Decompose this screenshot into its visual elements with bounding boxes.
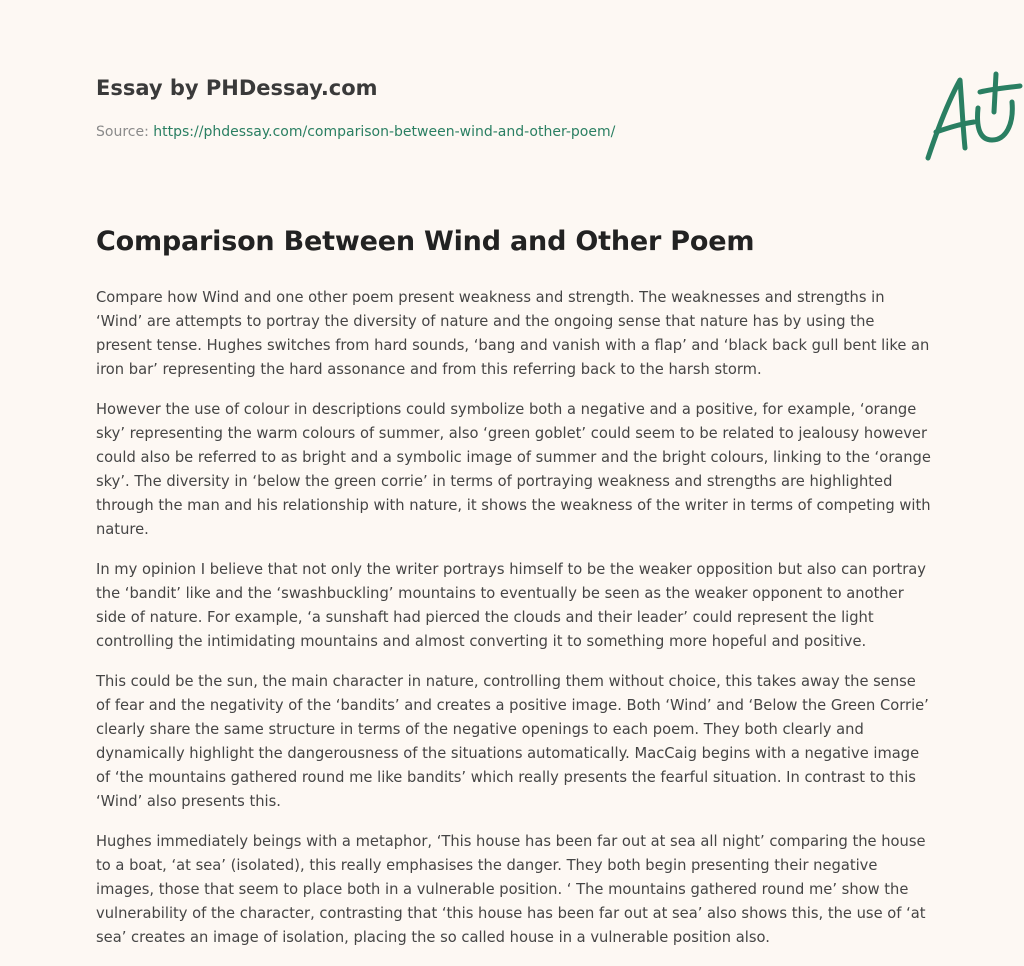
a-plus-logo-icon bbox=[916, 66, 1024, 166]
essay-paragraph: This could be the sun, the main character in nature, controlling them without choice, this takes away the sense of fear and the negativity of the ‘bandits’ and creates a positive image. Both ‘Wind’ and ‘Below the Green Corrie’ clearly share the same structure in terms of the negative openings to each poem. They both clearly and dynamically highlight the dangerousness of the situations automatically. MacCaig begins with a negative image of ‘the mountains gathered round me like bandits’ which really presents the fearful situation. In contrast to this ‘Wind’ also presents this. bbox=[96, 673, 929, 810]
essay-body bbox=[96, 286, 932, 966]
essay-paragraph: Compare how Wind and one other poem present weakness and strength. The weaknesses and strengths in ‘Wind’ are attempts to portray the diversity of nature and the ongoing sense that nature has by using the present tense. Hughes switches from hard sounds, ‘bang and vanish with a flap’ and ‘black back gull bent like an iron bar’ representing the hard assonance and from this referring back to the harsh storm. bbox=[96, 289, 930, 378]
essay-paragraph: In my opinion I believe that not only the writer portrays himself to be the weaker opposition but also can portray the ‘bandit’ like and the ‘swashbuckling’ mountains to eventually be seen as the weaker opponent to another side of nature. For example, ‘a sunshaft had pierced the clouds and their leader’ could represent the light controlling the intimidating mountains and almost converting it to something more hopeful and positive. bbox=[96, 561, 926, 650]
source-line bbox=[96, 124, 615, 140]
source-label: Source: bbox=[96, 124, 154, 140]
essay-paragraph: Hughes immediately beings with a metaphor, ‘This house has been far out at sea all night’ comparing the house to a boat, ‘at sea’ (isolated), this really emphasises the danger. They both begin presenting their negative images, those that seem to place both in a vulnerable position. ‘ The mountains gathered round me’ show the vulnerability of the character, contrasting that ‘this house has been far out at sea’ also shows this, the use of ‘at sea’ creates an image of isolation, placing the so called house in a vulnerable position also. bbox=[96, 833, 926, 946]
source-link[interactable]: https://phdessay.com/comparison-between-wind-and-other-poem/ bbox=[153, 124, 616, 140]
essay-title: Comparison Between Wind and Other Poem bbox=[96, 226, 755, 257]
site-brand: Essay by PHDessay.com bbox=[96, 76, 378, 100]
essay-paragraph: However the use of colour in descriptions could symbolize both a negative and a positive, for example, ‘orange sky’ representing the warm colours of summer, also ‘green goblet’ could seem to be related to jealousy however could also be referred to as bright and a symbolic image of summer and the bright colours, linking to the ‘orange sky’. The diversity in ‘below the green corrie’ in terms of portraying weakness and strengths are highlighted through the man and his relationship with nature, it shows the weakness of the writer in terms of competing with nature. bbox=[96, 401, 931, 538]
